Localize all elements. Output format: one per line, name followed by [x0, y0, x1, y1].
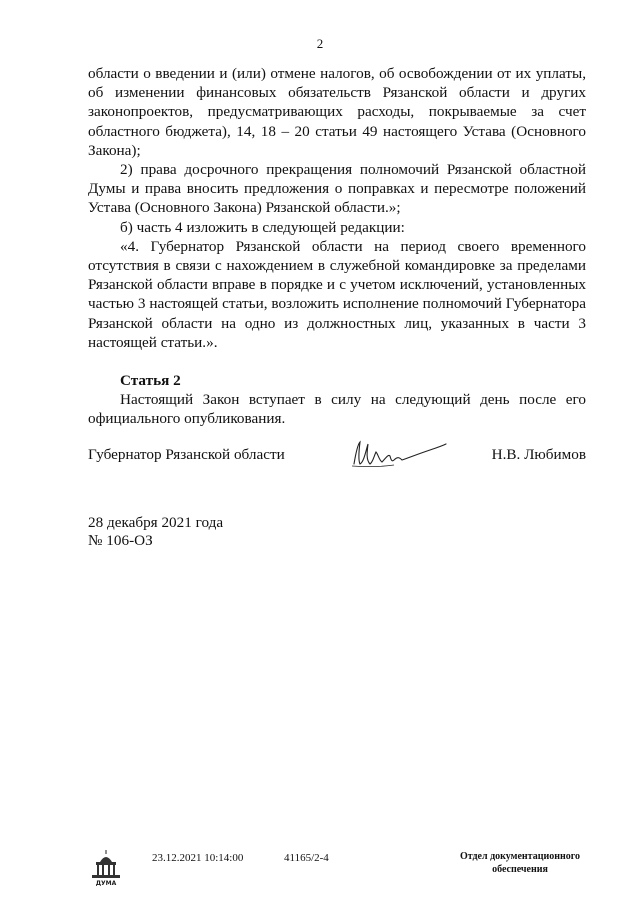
svg-text:ДУМА: ДУМА	[95, 880, 117, 887]
page-number: 2	[316, 36, 324, 51]
department-line-2: обеспечения	[492, 864, 548, 875]
handwritten-signature	[346, 434, 450, 474]
footer-department-stamp	[440, 850, 600, 876]
footer-timestamp: 23.12.2021 10:14:00	[152, 852, 244, 864]
document-footer	[0, 840, 640, 900]
article-heading: Статья 2	[120, 372, 181, 390]
paragraph-part-4: «4. Губернатор Рязанской области на период своего временного отсутствия в связи с нахождением в служебной командировке за пределами Рязанской области вправе в порядке и с учетом исключений, установленных частью 3 настоящей статьи, возложить исполнение полномочий Губернатора Рязанской области на одно из должностных лиц, указанных в части 3 настоящей статьи.».	[88, 237, 586, 351]
paragraph-item-2: 2) права досрочного прекращения полномочий Рязанской областной Думы и права вносить предложения о поправках и пересмотре положений Устава (Основного Закона) Рязанской области.»;	[88, 161, 586, 217]
paragraph-continuation: области о введении и (или) отмене налогов, об освобождении от их уплаты, об изменении финансовых обязательств Рязанской области и других законопроектов, предусматривающих расходы, покрываемые за счет областного бюджета), 14, 18 – 20 статьи 49 настоящего Устава (Основного Закона);	[88, 65, 586, 159]
signature-row	[88, 446, 586, 470]
signatory-title: Губернатор Рязанской области	[88, 446, 285, 463]
article-text: Настоящий Закон вступает в силу на следующий день после его официального опубликования.	[88, 391, 586, 428]
department-line-1: Отдел документационного	[459, 851, 581, 862]
document-body	[88, 64, 586, 429]
date-block	[88, 514, 223, 550]
law-number: № 106-ОЗ	[88, 532, 153, 549]
law-date: 28 декабря 2021 года	[88, 514, 224, 531]
paragraph-item-b: б) часть 4 изложить в следующей редакции:	[120, 218, 405, 236]
duma-building-logo-icon	[88, 848, 124, 888]
signatory-name: Н.В. Любимов	[491, 446, 586, 463]
footer-reg-number: 41165/2-4	[284, 852, 329, 864]
